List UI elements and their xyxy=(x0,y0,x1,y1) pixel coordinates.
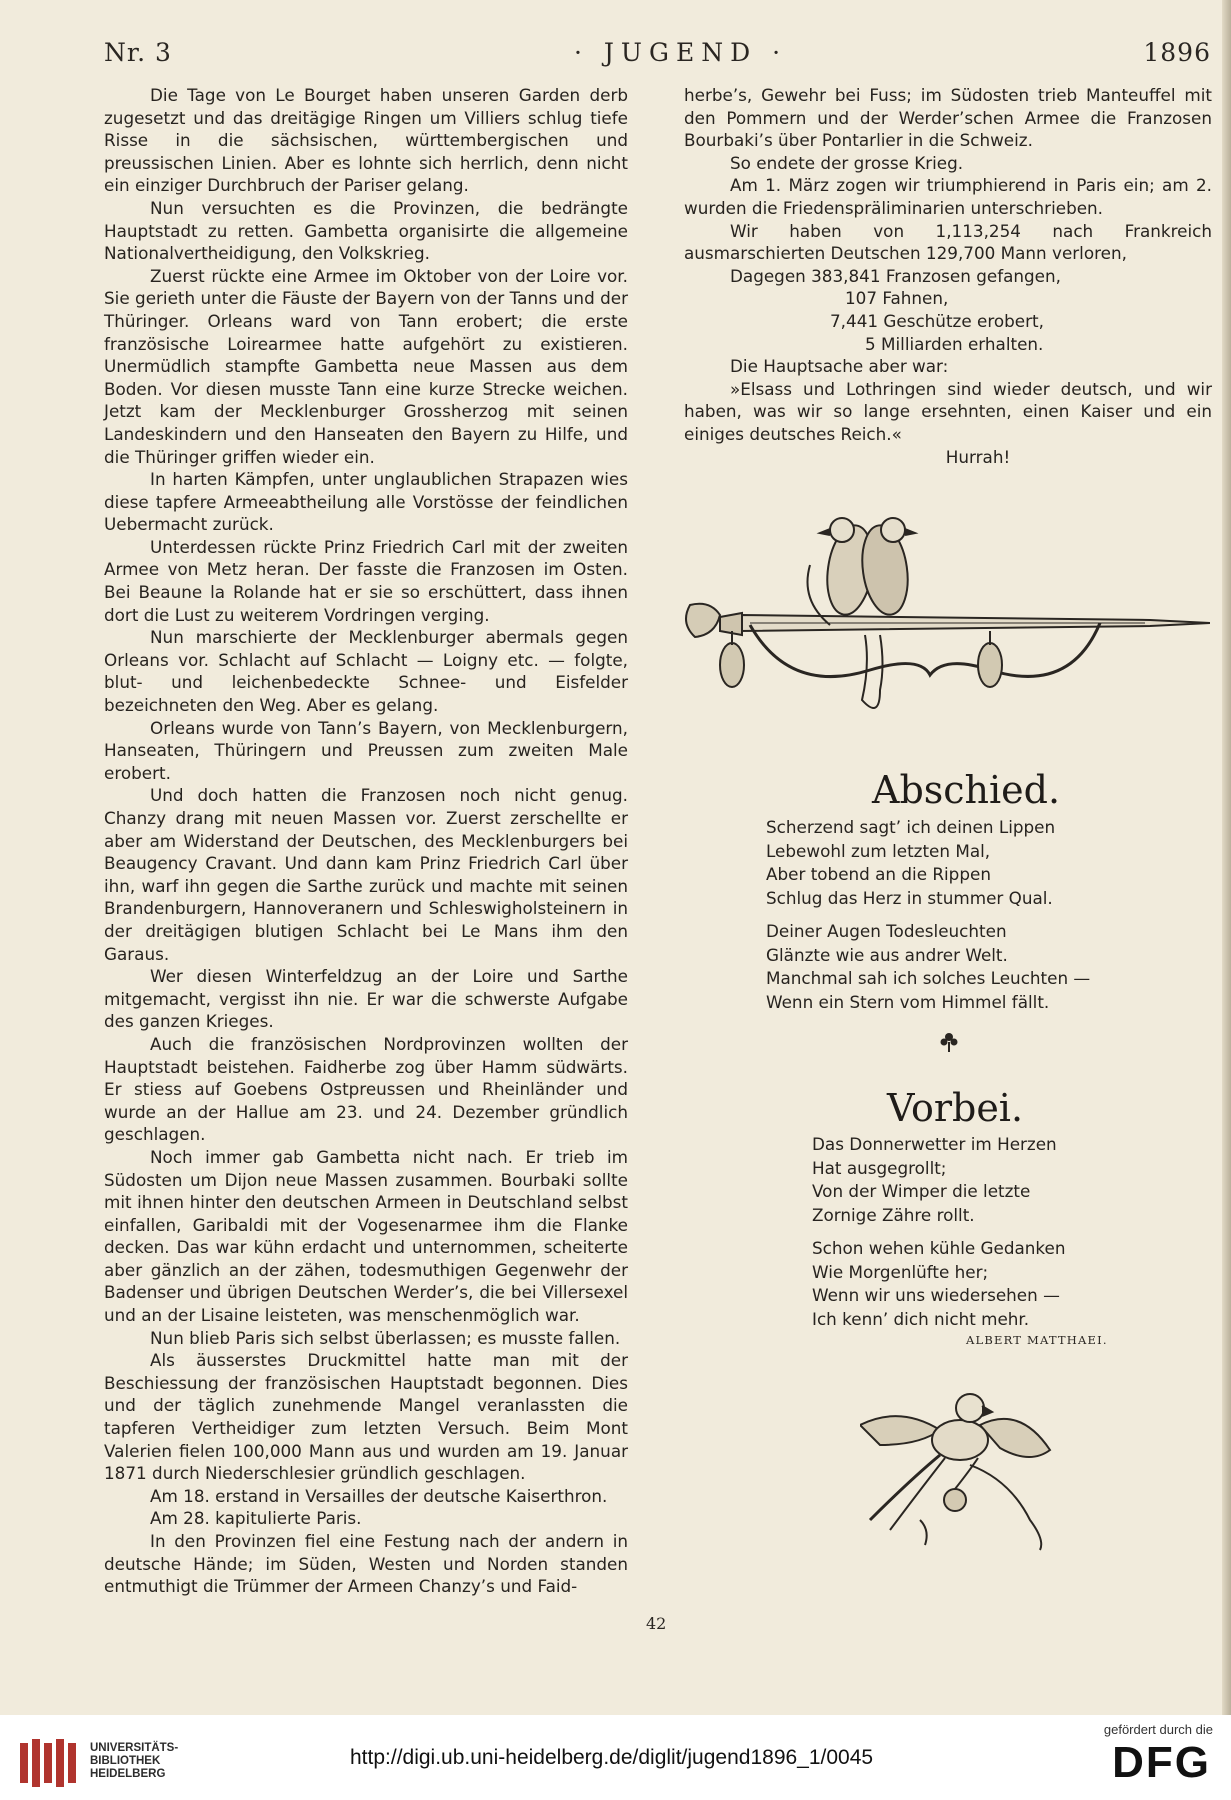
paragraph: Nun marschierte der Mecklenburger abermals gegen Orleans vor. Schlacht auf Schlacht — Loigny etc. — folgte, blut- und leichenbedeckte Schnee- und Eisfelder bezeichneten den Weg. Aber es gelang. xyxy=(104,627,628,716)
right-column xyxy=(684,84,1212,468)
poem-title: Abschied. xyxy=(872,768,1061,812)
paragraph: Die Tage von Le Bourget haben unseren Garden derb zugesetzt und das dreitägige Ringen um Villiers schlug tiefe Risse in die sächsischen, württembergischen und preussischen Linien. Aber es lohnte sich herrlich, denn nicht ein einziger Durchbruch der Pariser gelang. xyxy=(104,85,628,196)
paragraph: In harten Kämpfen, unter unglaublichen Strapazen wies diese tapfere Armeeabtheilung alle Vorstösse der feindlichen Uebermacht zurück. xyxy=(104,469,628,535)
running-header xyxy=(104,38,1211,72)
parrot-vignette xyxy=(860,1370,1060,1560)
paragraph: Die Hauptsache aber war: xyxy=(730,356,949,377)
stat-line: 7,441 Geschütze erobert, xyxy=(830,310,1044,331)
poem-line: Wie Morgenlüfte her; xyxy=(812,1261,989,1282)
dfg-logo: DFG xyxy=(1112,1738,1211,1787)
poem-line: Ich kenn’ dich nicht mehr. xyxy=(812,1308,1030,1329)
poem-line: Glänzte wie aus andrer Welt. xyxy=(766,944,1008,965)
journal-title: · JUGEND · xyxy=(574,38,788,67)
poem-line: Wenn ein Stern vom Himmel fällt. xyxy=(766,991,1050,1012)
paragraph: Am 18. erstand in Versailles der deutsche Kaiserthron. xyxy=(150,1485,608,1506)
university-seal-icon xyxy=(20,1737,82,1789)
funded-by-label: gefördert durch die xyxy=(1103,1722,1213,1737)
poem-line: Deiner Augen Todesleuchten xyxy=(766,921,1007,941)
paragraph: In den Provinzen fiel eine Festung nach der andern in deutsche Hände; im Süden, Westen und Norden standen entmuthigt die Trümmer der Armeen Chanzy’s und Faid- xyxy=(104,1531,628,1597)
paragraph: Auch die französischen Nordprovinzen wollten der Hauptstadt beistehen. Faidherbe zog über Hamm südwärts. Er stiess auf Goebens Ostpreussen und Rheinländer und wurde an der Hallue am 23. und 24. Dezember gründlich geschlagen. xyxy=(104,1033,628,1145)
poem-line: Manchmal sah ich solches Leuchten — xyxy=(766,968,1091,988)
library-line: BIBLIOTHEK xyxy=(90,1755,161,1767)
page-number: 42 xyxy=(646,1614,667,1633)
stat-line: 5 Milliarden erhalten. xyxy=(865,333,1044,354)
paragraph: Noch immer gab Gambetta nicht nach. Er trieb im Südosten um Dijon neue Massen zusammen. Bourbaki sollte mit ihnen hinter den deutschen Armeen in Deutschland selbst einfallen, Garibaldi mit der Vogesenarmee ihm die Flanke decken. Das war kühn erdacht und unternommen, scheiterte aber gänzlich an der zähen, todesmuthigen Gegenwehr der Badenser und übrigen Deutschen Werder’s, die bei Villersexel und an der Lisaine leisteten, was menschenmöglich war. xyxy=(104,1146,628,1326)
paragraph: Unterdessen rückte Prinz Friedrich Carl mit der zweiten Armee von Metz heran. Der fasste die Franzosen im Osten. Bei Beaune la Rolande hat er sie so erschüttert, dass ihnen dort die Lust zu weiterem Vordringen verging. xyxy=(104,536,628,625)
poem-line: Zornige Zähre rollt. xyxy=(812,1204,975,1225)
library-line: UNIVERSITÄTS- xyxy=(90,1742,179,1754)
poem-line: Wenn wir uns wiedersehen — xyxy=(812,1285,1060,1305)
poem-line: Aber tobend an die Rippen xyxy=(766,864,991,884)
paragraph: »Elsass und Lothringen sind wieder deutsch, und wir haben, was wir so lange ersehnten, einen Kaiser und ein einiges deutsches Reich.« xyxy=(684,378,1212,444)
poem-vorbei xyxy=(812,1133,1066,1331)
paragraph: Als äusserstes Druckmittel hatte man mit der Beschiessung der französischen Hauptstadt begonnen. Dies und der täglich zunehmende Mangel veranlassten die tapferen Vertheidiger zum letzten Versuch. Beim Mont Valerien fielen 100,000 Mann aus und wurden am 19. Januar 1871 durch Niederschlesier gründlich geschlagen. xyxy=(104,1350,628,1484)
issue-number: Nr. 3 xyxy=(104,38,172,67)
paragraph: Nun blieb Paris sich selbst überlassen; es musste fallen. xyxy=(150,1327,621,1348)
left-column xyxy=(104,84,628,1598)
sword-doves-vignette xyxy=(680,505,1210,735)
paragraph: Und doch hatten die Franzosen noch nicht genug. Chanzy drang mit neuen Massen vor. Zuerst zerschellte er aber am Widerstand der Deutschen, des Mecklenburgers bei Beaugency Cravant. Und dann kam Prinz Friedrich Carl über ihn, warf ihn gegen die Sarthe zurück und machte mit seinen Brandenburgern, Hannoveranern und Schleswigholsteinern in der dreitägigen blutigen Schlacht bei Le Mans ihm den Garaus. xyxy=(104,785,628,964)
library-name xyxy=(90,1742,178,1781)
hurrah: Hurrah! xyxy=(945,446,1011,467)
paragraph: Am 1. März zogen wir triumphierend in Paris ein; am 2. wurden die Friedenspräliminarien unterschrieben. xyxy=(684,175,1212,218)
poem-line: Von der Wimper die letzte xyxy=(812,1181,1031,1201)
page-edge xyxy=(1222,0,1231,1715)
stat-line: Dagegen 383,841 Franzosen gefangen, xyxy=(730,265,1061,286)
paragraph: So endete der grosse Krieg. xyxy=(730,152,964,173)
poem-line: Lebewohl zum letzten Mal, xyxy=(766,840,991,861)
library-line: HEIDELBERG xyxy=(90,1768,166,1780)
paragraph-continuation: herbe’s, Gewehr bei Fuss; im Südosten trieb Manteuffel mit den Pommern und der Werder’schen Armee die Franzosen Bourbaki’s über Pontarlier in die Schweiz. xyxy=(684,85,1212,151)
poem-line: Scherzend sagt’ ich deinen Lippen xyxy=(766,817,1056,837)
poem-line: Schlug das Herz in stummer Qual. xyxy=(766,887,1053,908)
stat-line: 107 Fahnen, xyxy=(845,288,949,309)
floral-ornament xyxy=(937,1030,961,1054)
poem-line: Hat ausgegrollt; xyxy=(812,1157,947,1178)
paragraph: Zuerst rückte eine Armee im Oktober von der Loire vor. Sie gerieth unter die Fäuste der Bayern von der Tanns und der Thüringer. Orleans ward von Tann erobert; die erste französische Loirearmee hatte aufgehört zu existieren. Unermüdlich stampfte Gambetta neue Massen aus dem Boden. Vor diesen musste Tann eine kurze Strecke weichen. Jetzt kam der Mecklenburger Grossherzog mit seinen Landeskindern und den Hanseaten den Bayern zu Hilfe, und die Thüringer griffen wieder ein. xyxy=(104,265,628,467)
paragraph: Wer diesen Winterfeldzug an der Loire und Sarthe mitgemacht, vergisst ihn nie. Er war die schwerste Aufgabe des ganzen Krieges. xyxy=(104,966,628,1032)
poem-title: Vorbei. xyxy=(887,1086,1024,1130)
poem-line: Schon wehen kühle Gedanken xyxy=(812,1238,1066,1258)
paragraph: Orleans wurde von Tann’s Bayern, von Mecklenburgern, Hanseaten, Thüringern und Preussen zum zweiten Male erobert. xyxy=(104,717,628,783)
author-name: ALBERT MATTHAEI. xyxy=(966,1333,1108,1347)
year: 1896 xyxy=(1143,38,1211,67)
paragraph: Nun versuchten es die Provinzen, die bedrängte Hauptstadt zu retten. Gambetta organisirte die allgemeine Nationalvertheidigung, den Volkskrieg. xyxy=(104,197,628,264)
source-url[interactable]: http://digi.ub.uni-heidelberg.de/diglit/jugend1896_1/0045 xyxy=(350,1746,874,1769)
paragraph: Wir haben von 1,113,254 nach Frankreich ausmarschierten Deutschen 129,700 Mann verloren, xyxy=(684,220,1212,264)
poem-abschied xyxy=(766,816,1090,1014)
paragraph: Am 28. kapitulierte Paris. xyxy=(150,1508,362,1529)
poem-line: Das Donnerwetter im Herzen xyxy=(812,1134,1057,1154)
